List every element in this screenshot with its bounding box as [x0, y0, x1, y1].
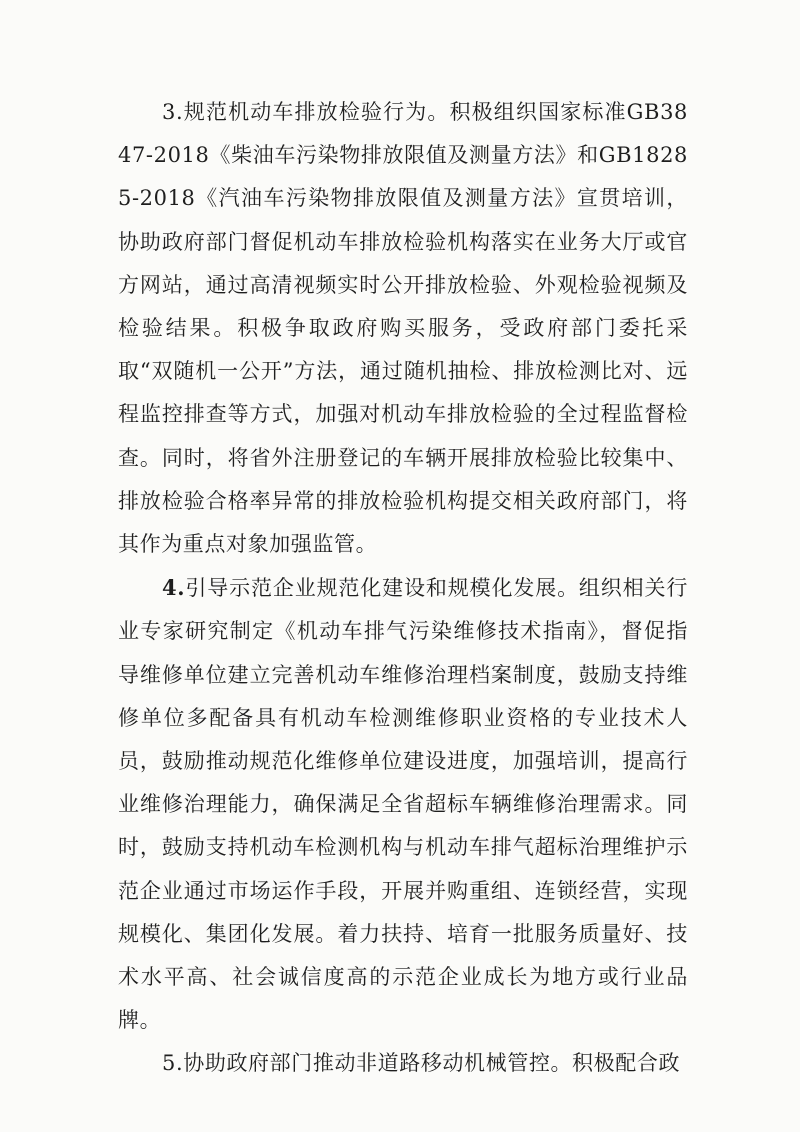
paragraph-number: 3.	[162, 100, 184, 124]
paragraph-number: 5.	[162, 1051, 184, 1076]
paragraph-item-3	[118, 91, 688, 566]
paragraph-number: 4.	[162, 575, 186, 601]
paragraph-item-4	[118, 566, 688, 1042]
paragraph-item-5	[118, 1042, 688, 1085]
paragraph-text: 规范机动车排放检验行为。积极组织国家标准GB3847-2018《柴油车污染物排放限值及测量方法》和GB18285-2018《汽油车污染物排放限值及测量方法》宣贯培训，协助政府部门督促机动车排放检验机构落实在业务大厅或官方网站，通过高清视频实时公开排放检验、外观检验视频及检验结果。积极争取政府购买服务，受政府部门委托采取“双随机一公开”方法，通过随机抽检、排放检测比对、远程监控排查等方式，加强对机动车排放检验的全过程监督检查。同时，将省外注册登记的车辆开展排放检验比较集中、排放检验合格率异常的排放检验机构提交相关政府部门，将其作为重点对象加强监管。	[118, 100, 688, 557]
document-body	[118, 91, 688, 1086]
paragraph-text: 协助政府部门推动非道路移动机械管控。积极配合政	[183, 1051, 681, 1076]
paragraph-text: 引导示范企业规范化建设和规模化发展。组织相关行业专家研究制定《机动车排气污染维修技术指南》，督促指导维修单位建立完善机动车维修治理档案制度，鼓励支持维修单位多配备具有机动车检测维修职业资格的专业技术人员，鼓励推动规范化维修单位建设进度，加强培训，提高行业维修治理能力，确保满足全省超标车辆维修治理需求。同时，鼓励支持机动车检测机构与机动车排气超标治理维护示范企业通过市场运作手段，开展并购重组、连锁经营，实现规模化、集团化发展。着力扶持、培育一批服务质量好、技术水平高、社会诚信度高的示范企业成长为地方或行业品牌。	[118, 576, 688, 1033]
